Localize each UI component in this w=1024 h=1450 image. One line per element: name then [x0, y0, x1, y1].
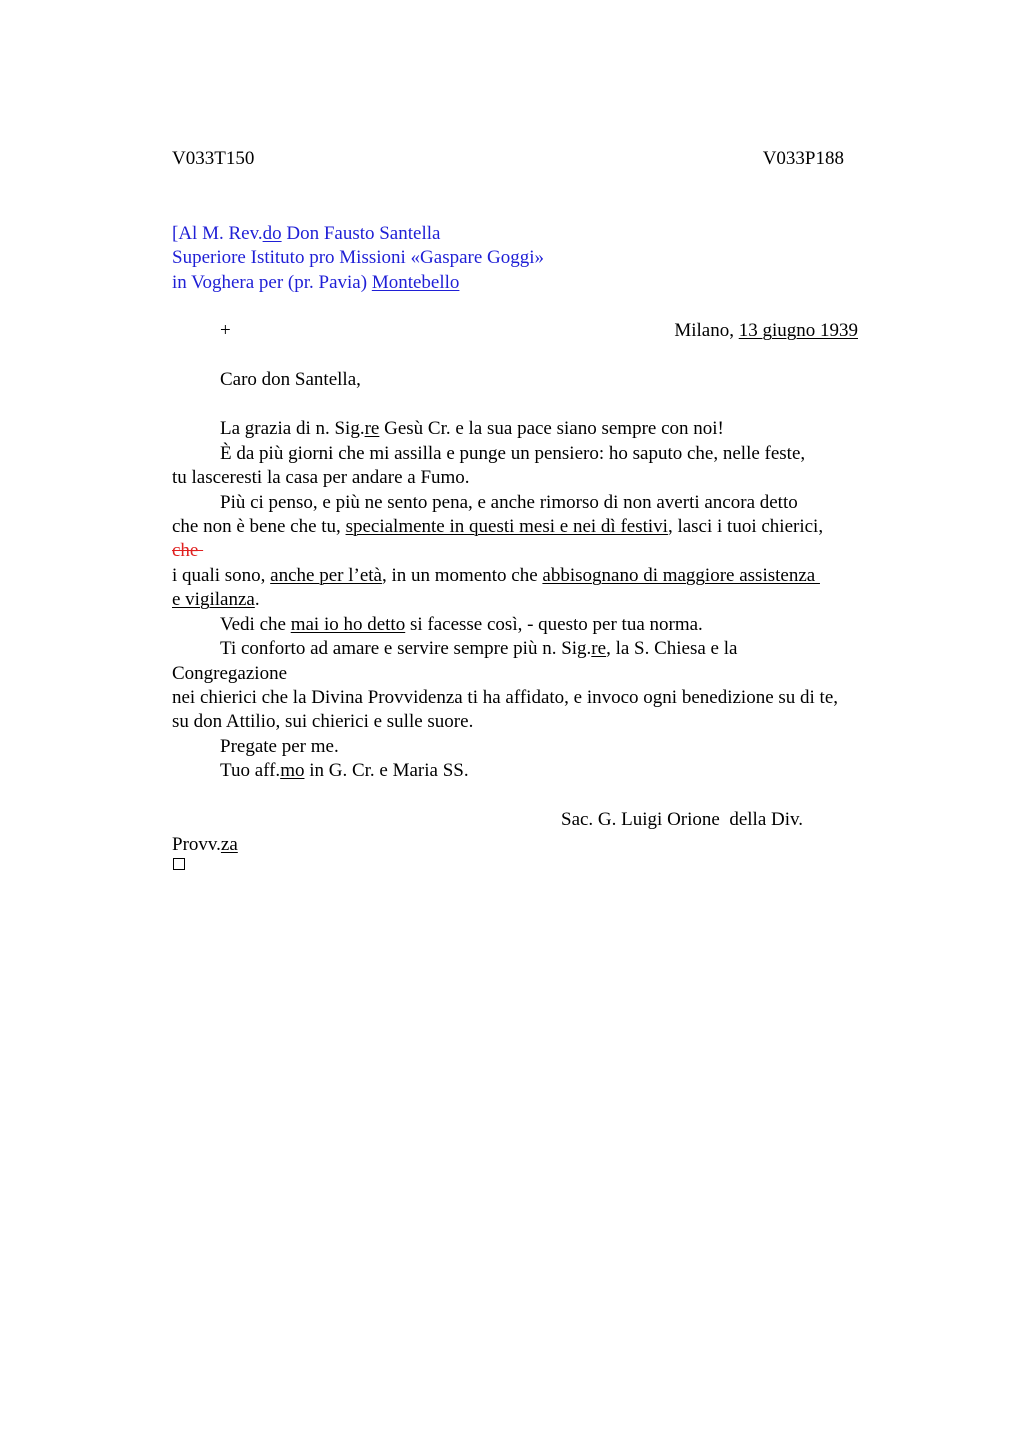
body-line: Pregate per me.	[220, 736, 339, 757]
body-line: i quali sono, anche per l’età, in un momento che abbisognano di maggiore assistenza	[172, 565, 820, 586]
body-line: e vigilanza.	[172, 589, 260, 610]
body-line: Più ci penso, e più ne sento pena, e anche rimorso di non averti ancora detto	[220, 492, 798, 513]
deleted-word: che	[172, 540, 204, 561]
document-code-left: V033T150	[172, 148, 255, 169]
place-date: Milano, 13 giugno 1939	[674, 320, 858, 341]
body-line: tu lasceresti la casa per andare a Fumo.	[172, 467, 470, 488]
signature-line-2: Provv.za	[172, 834, 238, 855]
address-line-3: in Voghera per (pr. Pavia) Montebello	[172, 272, 460, 293]
body-line: Congregazione	[172, 663, 288, 684]
cross-symbol: +	[220, 320, 231, 341]
body-line: Ti conforto ad amare e servire sempre più n. Sig.re, la S. Chiesa e la	[220, 638, 738, 659]
greeting: Caro don Santella,	[220, 369, 361, 390]
body-line: La grazia di n. Sig.re Gesù Cr. e la sua pace siano sempre con noi!	[220, 418, 724, 439]
body-line: Vedi che mai io ho detto si facesse così, - questo per tua norma.	[220, 614, 703, 635]
body-line: che non è bene che tu, specialmente in questi mesi e nei dì festivi, lasci i tuoi chierici,	[172, 516, 824, 537]
document-code-right: V033P188	[762, 148, 844, 169]
end-marker-box	[173, 858, 185, 870]
body-line: su don Attilio, sui chierici e sulle suore.	[172, 711, 474, 732]
closing-line: Tuo aff.mo in G. Cr. e Maria SS.	[220, 760, 469, 781]
signature-line-1: Sac. G. Luigi Orione della Div.	[561, 809, 804, 830]
address-line-2: Superiore Istituto pro Missioni «Gaspare Goggi»	[172, 247, 545, 268]
body-line: nei chierici che la Divina Provvidenza ti ha affidato, e invoco ogni benedizione su di te,	[172, 687, 839, 708]
address-line-1: [Al M. Rev.do Don Fausto Santella	[172, 223, 441, 244]
body-line: È da più giorni che mi assilla e punge un pensiero: ho saputo che, nelle feste,	[220, 443, 806, 464]
